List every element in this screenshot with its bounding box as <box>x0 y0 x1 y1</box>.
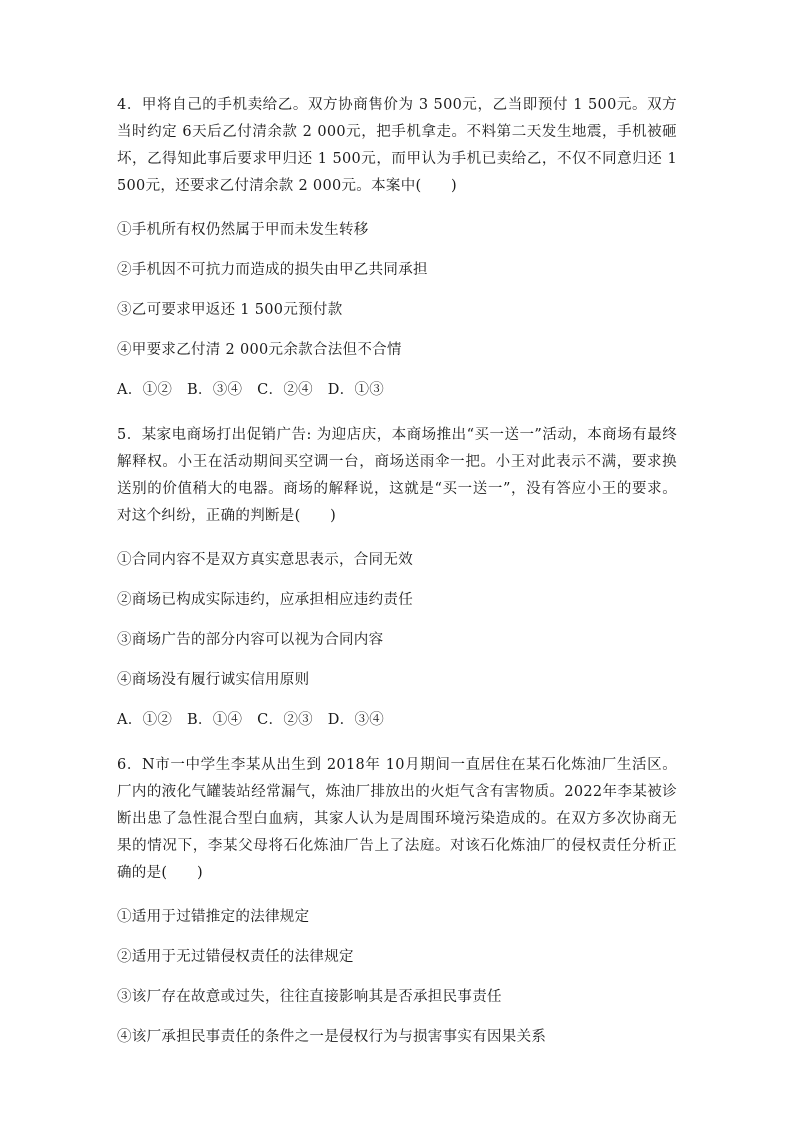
option-2: ②适用于无过错侵权责任的法律规定 <box>117 949 354 965</box>
option-3: ③乙可要求甲返还 1 500元预付款 <box>117 302 343 318</box>
question-stem: 4．甲将自己的手机卖给乙。双方协商售价为 3 500元，乙当即预付 1 500元。双方当时约定 6天后乙付清余款 2 000元，把手机拿走。不料第二天发生地震，手机被砸坏，乙得知此事后要求甲归还 1 500元，而甲认为手机已卖给乙，不仅不同意归还 1 500元，还要求乙付清余款 2 000元。本案中( ) <box>117 97 677 194</box>
option-4: ④该厂承担民事责任的条件之一是侵权行为与损害事实有因果关系 <box>117 1029 547 1045</box>
option-4: ④商场没有履行诚实信用原则 <box>117 672 310 688</box>
question-stem: 5．某家电商场打出促销广告: 为迎店庆，本商场推出“买一送一”活动，本商场有最终解释权。小王在活动期间买空调一台，商场送雨伞一把。小王对此表示不满，要求换送别的价值稍大的电器。商场的解释说，这就是“买一送一”，没有答应小王的要求。对这个纠纷，正确的判断是( ) <box>117 427 677 524</box>
question-6 <box>117 752 677 1047</box>
question-spacer <box>117 730 677 752</box>
answer-choices: A．①② B．①④ C．②③ D．③④ <box>117 712 385 728</box>
option-1: ①手机所有权仍然属于甲而未发生转移 <box>117 222 369 238</box>
option-1: ①合同内容不是双方真实意思表示，合同无效 <box>117 552 413 568</box>
answer-choices: A．①② B．③④ C．②④ D．①③ <box>117 382 385 398</box>
question-spacer <box>117 400 677 422</box>
question-5 <box>117 422 677 730</box>
option-2: ②商场已构成实际违约，应承担相应违约责任 <box>117 592 413 608</box>
option-3: ③该厂存在故意或过失，往往直接影响其是否承担民事责任 <box>117 989 502 1005</box>
question-4 <box>117 92 677 400</box>
question-stem: 6．N市一中学生李某从出生到 2018年 10月期间一直居住在某石化炼油厂生活区。厂内的液化气罐装站经常漏气，炼油厂排放出的火炬气含有害物质。2022年李某被诊断出患了急性混合型白血病，其家人认为是周围环境污染造成的。在双方多次协商无果的情况下，李某父母将石化炼油厂告上了法庭。对该石化炼油厂的侵权责任分析正确的是( ) <box>117 757 677 881</box>
option-4: ④甲要求乙付清 2 000元余款合法但不合情 <box>117 342 402 358</box>
option-1: ①适用于过错推定的法律规定 <box>117 909 310 925</box>
option-2: ②手机因不可抗力而造成的损失由甲乙共同承担 <box>117 262 428 278</box>
option-3: ③商场广告的部分内容可以视为合同内容 <box>117 632 384 648</box>
question-list <box>117 92 677 1047</box>
